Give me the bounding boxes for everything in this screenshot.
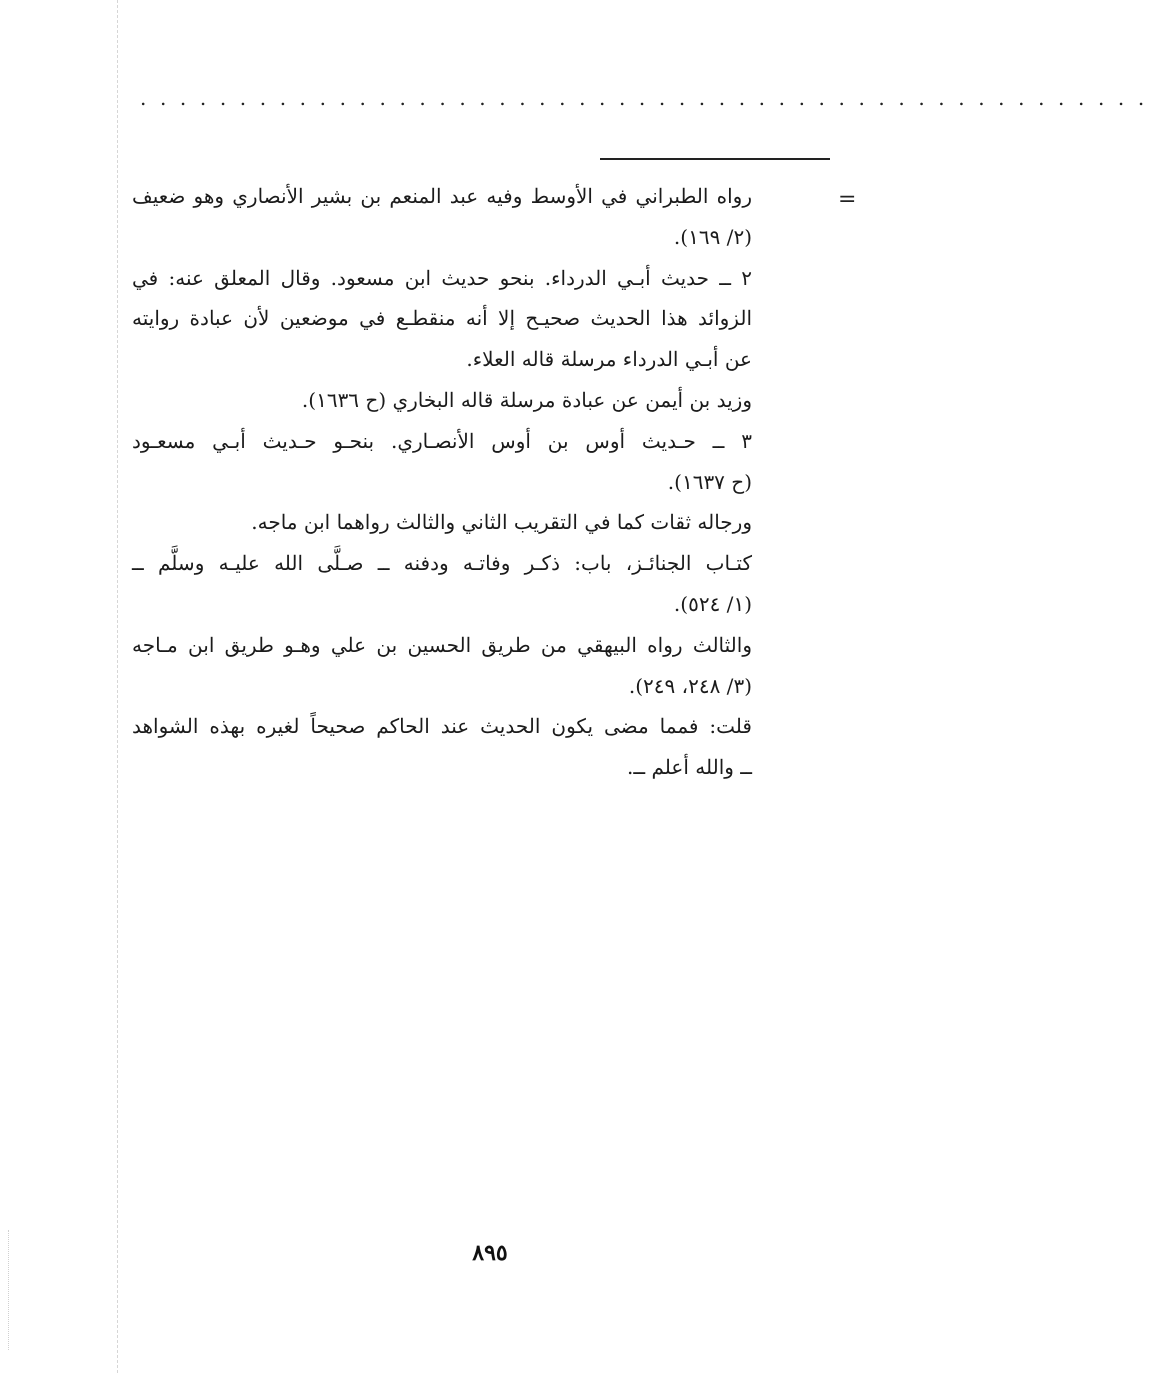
footnote-line: ٢ ــ حديث أبـي الدرداء. بنحو حديث ابن مسعود. وقال المعلق عنه: في <box>132 265 752 290</box>
scan-edge-dots <box>8 1230 9 1350</box>
footnote-line: (٣/ ٢٤٨، ٢٤٩). <box>628 673 752 698</box>
footnote-line: ٣ ــ حـديث أوس بن أوس الأنصـاري. بنحـو حـديث أبـي مسعـود <box>132 428 752 453</box>
footnote-line: ــ والله أعلم ــ. <box>627 755 752 780</box>
footnote-body <box>132 176 752 788</box>
footnote-line: (١/ ٥٢٤). <box>673 591 752 616</box>
footnote-line: الزوائد هذا الحديث صحيـح إلا أنه منقطـع في موضعين لأن عبادة روايته <box>132 306 752 331</box>
footnote-line: ورجاله ثقات كما في التقريب الثاني والثالث رواهما ابن ماجه. <box>251 510 752 535</box>
dot-leader: ................................................... <box>140 86 1158 110</box>
continuation-mark: = <box>838 187 857 212</box>
footnote-line: والثالث رواه البيهقي من طريق الحسين بن علي وهـو طريق ابن مـاجه <box>132 632 752 657</box>
scan-edge-line <box>117 0 118 1373</box>
footnote-line: (٢/ ١٦٩). <box>673 224 752 249</box>
footnote-line: (ح ١٦٣٧). <box>667 469 752 494</box>
page-number: ٨٩٥ <box>472 1240 508 1266</box>
footnote-line: رواه الطبراني في الأوسط وفيه عبد المنعم بن بشير الأنصاري وهو ضعيف <box>132 184 752 208</box>
footnote-line: كتـاب الجنائـز، باب: ذكـر وفاتـه ودفنه ــ صـلَّى الله عليـه وسلَّم ــ <box>132 551 752 576</box>
footnote-line: عن أبـي الدرداء مرسلة قاله العلاء. <box>466 347 752 372</box>
footnote-line: قلت: فمما مضى يكون الحديث عند الحاكم صحيحاً لغيره بهذه الشواهد <box>132 714 752 739</box>
footnote-line: وزيد بن أيمن عن عبادة مرسلة قاله البخاري (ح ١٦٣٦). <box>301 387 752 412</box>
footnote-separator-rule <box>600 158 830 160</box>
